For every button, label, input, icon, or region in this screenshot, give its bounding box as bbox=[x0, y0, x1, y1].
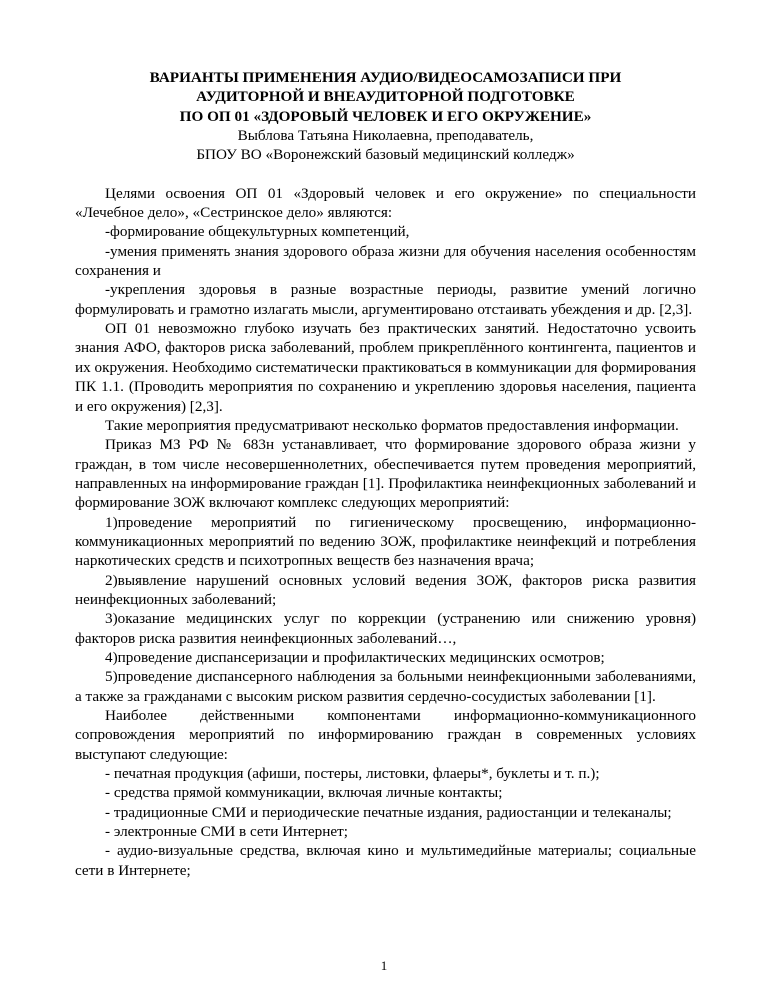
title-line-2: АУДИТОРНОЙ И ВНЕАУДИТОРНОЙ ПОДГОТОВКЕ bbox=[196, 88, 575, 106]
list-item: - аудио-визуальные средства, включая кино и мультимедийные материалы; социальные сети в Интернете; bbox=[75, 842, 696, 879]
list-item: 5)проведение диспансерного наблюдения за больными неинфекционными заболеваниями, а также за гражданами с высоким риском развития сердечно-сосудистых заболевании [1]. bbox=[75, 668, 696, 705]
paragraph: Такие мероприятия предусматривают несколько форматов предоставления информации. bbox=[105, 416, 679, 434]
list-item: 2)выявление нарушений основных условий ведения ЗОЖ, факторов риска развития неинфекционных заболеваний; bbox=[75, 571, 696, 608]
list-item: - печатная продукция (афиши, постеры, листовки, флаеры*, буклеты и т. п.); bbox=[105, 765, 600, 783]
author-name: Выблова Татьяна Николаевна, преподаватель, bbox=[237, 127, 534, 145]
paragraph: Наиболее действенными компонентами информационно-коммуникационного сопровождения мероприятий по информированию граждан в современных условиях выступают следующие: bbox=[75, 707, 696, 763]
paragraph: Целями освоения ОП 01 «Здоровый человек и его окружение» по специальности «Лечебное дело», «Сестринское дело» являются: bbox=[75, 184, 696, 222]
spacer bbox=[75, 165, 696, 184]
author-institution: БПОУ ВО «Воронежский базовый медицинский колледж» bbox=[196, 146, 575, 164]
list-item: 4)проведение диспансеризации и профилактических медицинских осмотров; bbox=[105, 648, 605, 666]
title-line-1: ВАРИАНТЫ ПРИМЕНЕНИЯ АУДИО/ВИДЕОСАМОЗАПИСИ ПРИ bbox=[149, 69, 622, 86]
list-item: 1)проведение мероприятий по гигиеническому просвещению, информационно-коммуникационных мероприятий по ведению ЗОЖ, профилактике неинфекций и потребления наркотических средств и психотропных веществ без назначения врача; bbox=[75, 513, 696, 570]
paragraph: -умения применять знания здорового образа жизни для обучения населения особенностям сохранения и bbox=[75, 242, 696, 280]
list-item: - традиционные СМИ и периодические печатные издания, радиостанции и телеканалы; bbox=[105, 803, 672, 821]
list-item: 3)оказание медицинских услуг по коррекции (устранению или снижению уровня) факторов риска развития неинфекционных заболеваний…, bbox=[75, 610, 696, 647]
page-number: 1 bbox=[380, 958, 388, 973]
title-line-3: ПО ОП 01 «ЗДОРОВЫЙ ЧЕЛОВЕК И ЕГО ОКРУЖЕНИЕ» bbox=[179, 107, 592, 125]
paragraph: -формирование общекультурных компетенций, bbox=[105, 223, 410, 241]
list-item: - средства прямой коммуникации, включая личные контакты; bbox=[105, 784, 503, 802]
list-item: - электронные СМИ в сети Интернет; bbox=[105, 823, 348, 841]
paragraph: ОП 01 невозможно глубоко изучать без практических занятий. Недостаточно усвоить знания АФО, факторов риска заболеваний, проблем прикреплённого контингента, пациентов и их окружения. Необходимо систематически практиковаться в коммуникации для формирования ПК 1.1. (Проводить мероприятия по сохранению и укреплению здоровья населения, пациента и его окружения) [2,3]. bbox=[75, 320, 696, 415]
document-page bbox=[75, 68, 696, 880]
paragraph: -укрепления здоровья в разные возрастные периоды, развитие умений логично формулировать и грамотно излагать мысли, аргументировано отстаивать убеждения и др. [2,3]. bbox=[75, 281, 696, 318]
paragraph: Приказ МЗ РФ № 683н устанавливает, что формирование здорового образа жизни у граждан, в том числе несовершеннолетних, обеспечивается путем проведения мероприятий, направленных на информирование граждан [1]. Профилактика неинфекционных заболеваний и формирование ЗОЖ включают комплекс следующих мероприятий: bbox=[75, 436, 696, 512]
